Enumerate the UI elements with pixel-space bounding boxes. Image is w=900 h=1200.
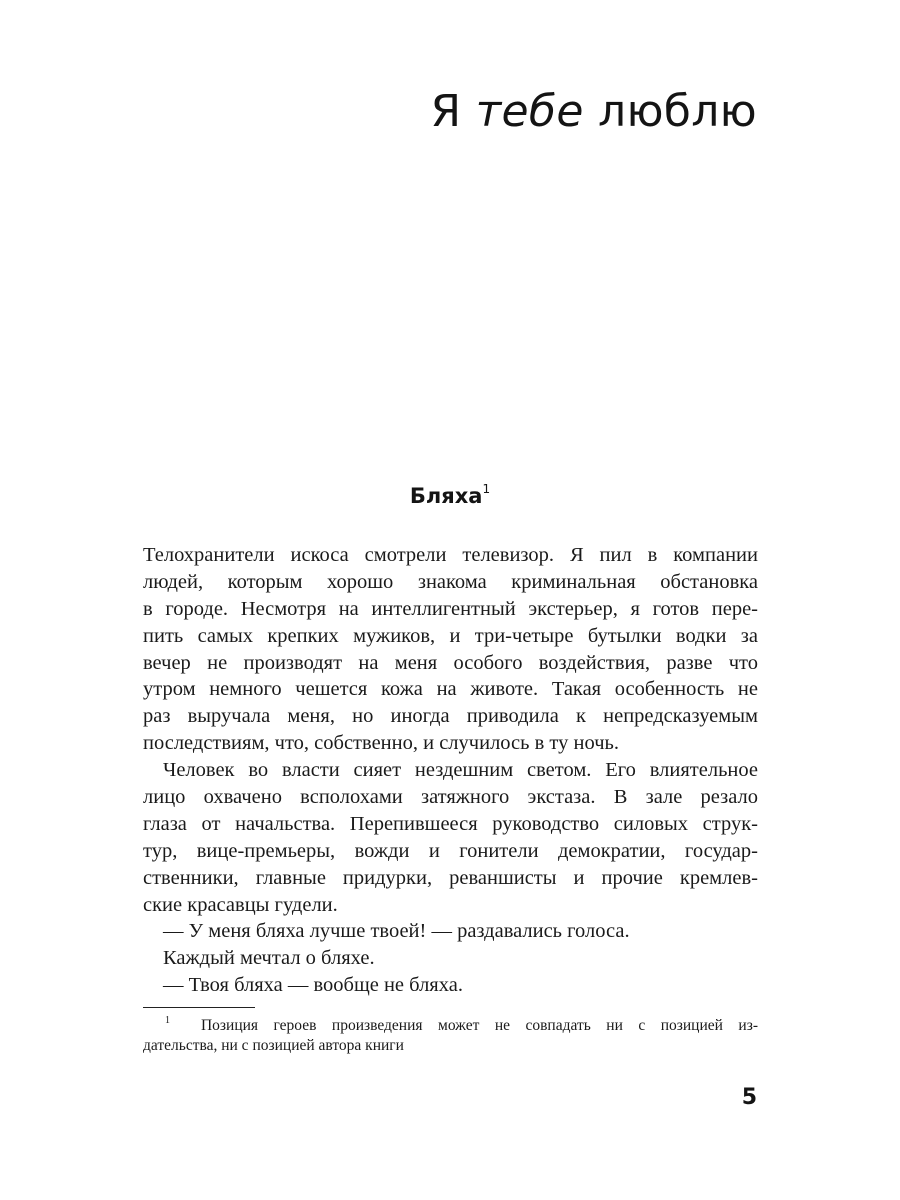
book-title-word-1: Я [430, 86, 462, 137]
chapter-body [143, 542, 758, 999]
footnote-divider [143, 1007, 255, 1008]
footnote [143, 1012, 758, 1055]
footnote-reference[interactable]: 1 [482, 482, 491, 496]
body-line: лицо охвачено всполохами затяжного экстаза. В зале резало [143, 786, 758, 809]
chapter-title [0, 484, 900, 508]
body-line: глаза от начальства. Перепившееся руководство силовых струк- [143, 812, 758, 835]
footnote-text: Позиция героев произведения может не совпадать ни с позицией из- [200, 1017, 758, 1035]
body-line: в городе. Несмотря на интеллигентный экстерьер, я готов пере- [143, 597, 758, 620]
book-title [430, 86, 757, 137]
body-line: последствиям, что, собственно, и случилось в ту ночь. [143, 732, 619, 755]
dialogue-line: — У меня бляха лучше твоей! — раздавались голоса. [163, 920, 630, 943]
footnote-line [143, 1012, 758, 1036]
body-line: Телохранители искоса смотрели телевизор. Я пил в компании [143, 544, 758, 566]
body-line: вечер не производят на меня особого воздействия, разве что [143, 651, 758, 674]
body-line: раз выручала меня, но иногда приводила к непредсказуемым [143, 705, 758, 728]
body-line: тур, вице-премьеры, вожди и гонители демократии, государ- [143, 839, 758, 862]
body-line: Каждый мечтал о бляхе. [163, 947, 375, 970]
dialogue-line: — Твоя бляха — вообще не бляха. [163, 974, 463, 997]
body-line: ские красавцы гудели. [143, 893, 338, 916]
body-line: утром немного чешется кожа на животе. Такая особенность не [143, 678, 758, 701]
footnote-line: дательства, ни с позицией автора книги [143, 1036, 404, 1054]
body-line: пить самых крепких мужиков, и три-четыре бутылки водки за [143, 624, 758, 647]
chapter-title-text: Бляха [409, 484, 483, 508]
page-number: 5 [741, 1085, 757, 1110]
footnote-marker: 1 [165, 1015, 170, 1026]
body-line: Человек во власти сияет нездешним светом. Его влиятельное [163, 759, 758, 782]
book-title-word-2: тебе [475, 86, 584, 137]
body-line: людей, которым хорошо знакома криминальная обстановка [143, 570, 758, 593]
body-line: ственники, главные придурки, реваншисты и прочие кремлев- [143, 866, 758, 889]
book-title-word-3: люблю [598, 86, 757, 137]
